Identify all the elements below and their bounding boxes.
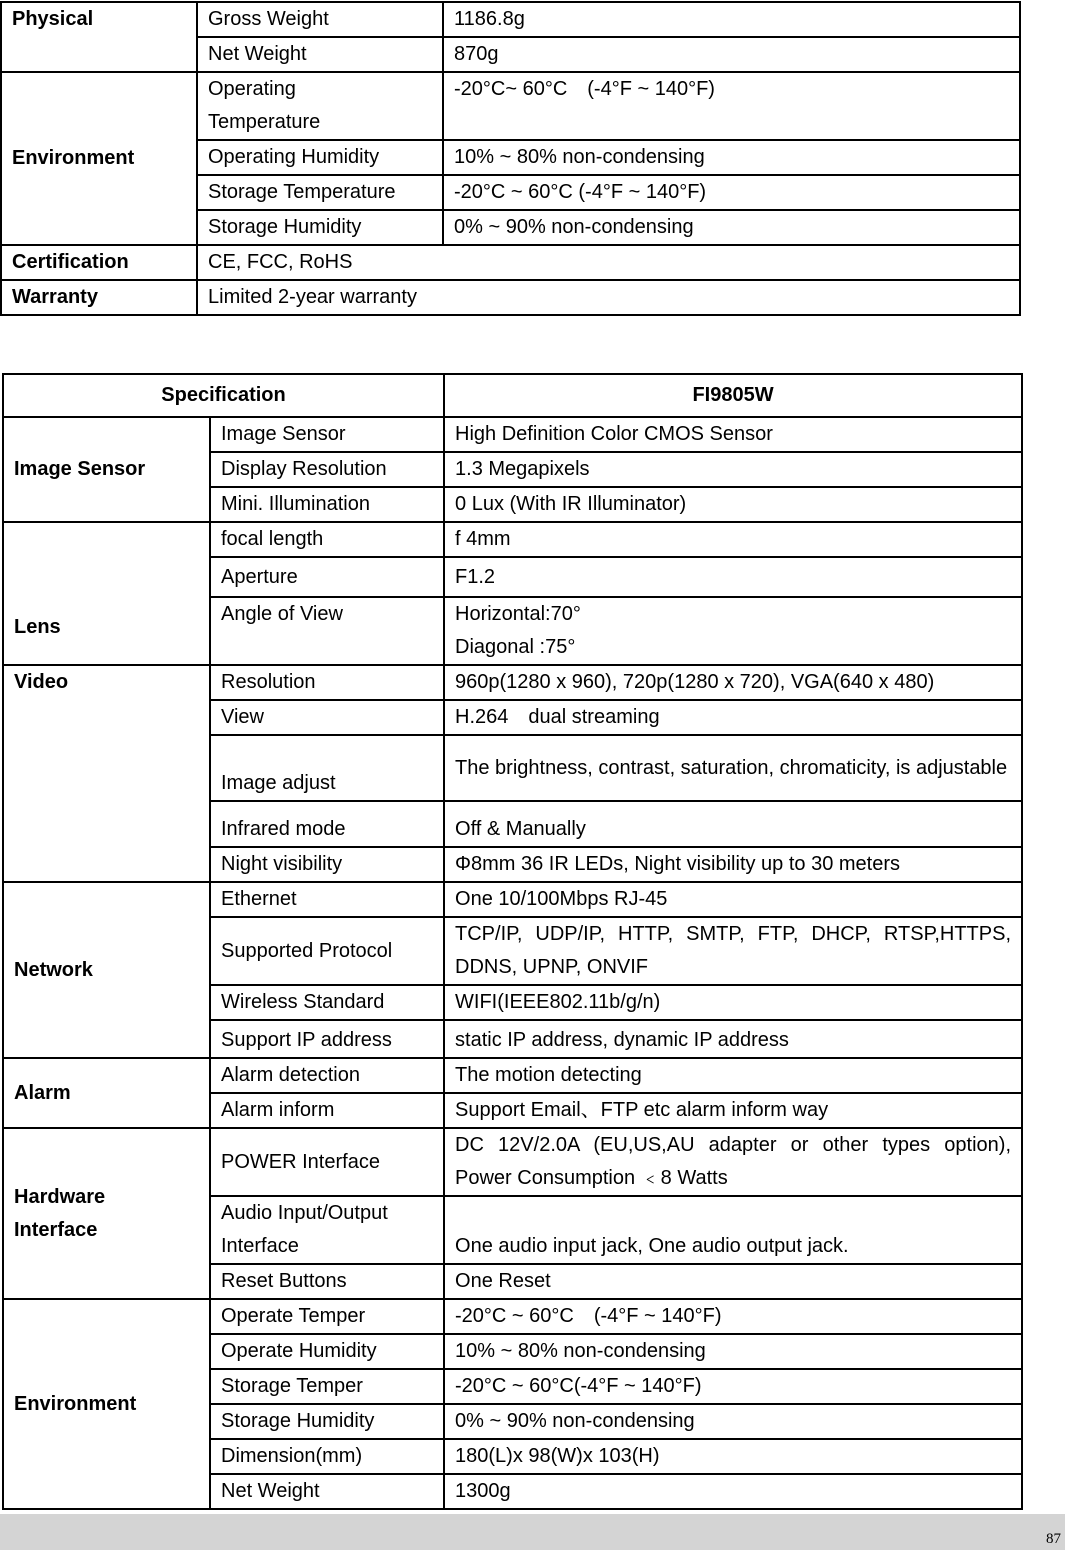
spec-item: Image Sensor [210, 417, 444, 452]
spec-item: Storage Temper [210, 1369, 444, 1404]
spec-item: Image adjust [210, 735, 444, 801]
spec-value: static IP address, dynamic IP address [444, 1020, 1022, 1058]
spec-item: Reset Buttons [210, 1264, 444, 1299]
spec-value: TCP/IP, UDP/IP, HTTP, SMTP, FTP, DHCP, RTSP,HTTPS, DDNS, UPNP, ONVIF [444, 917, 1022, 985]
page-footer [0, 1514, 1065, 1550]
spec-item-line: Audio Input/Output [221, 1202, 388, 1224]
group-label-line: Interface [14, 1218, 98, 1241]
group-video: Video [3, 665, 210, 882]
spec-value: -20°C~ 60°C (-4°F ~ 140°F) [443, 72, 1020, 140]
group-environment: Environment [1, 72, 197, 245]
spec-item [197, 72, 443, 140]
spec-item: Operate Humidity [210, 1334, 444, 1369]
spec-item: Storage Humidity [210, 1404, 444, 1439]
spec-item: Infrared mode [210, 801, 444, 847]
spec-value: Limited 2-year warranty [197, 280, 1020, 315]
spec-value: 180(L)x 98(W)x 103(H) [444, 1439, 1022, 1474]
spec-item: Support IP address [210, 1020, 444, 1058]
spec-item: Wireless Standard [210, 985, 444, 1020]
spec-value: 0% ~ 90% non-condensing [444, 1404, 1022, 1439]
spec-value: 1186.8g [443, 2, 1020, 37]
header-model: FI9805W [444, 374, 1022, 417]
group-network: Network [3, 882, 210, 1058]
group-certification: Certification [1, 245, 197, 280]
spec-value [444, 597, 1022, 665]
spec-value: H.264 dual streaming [444, 700, 1022, 735]
spec-item-line: Temperature [208, 111, 321, 133]
spec-item: Supported Protocol [210, 917, 444, 985]
spec-value: 1300g [444, 1474, 1022, 1509]
group-physical: Physical [1, 2, 197, 72]
spec-value: One 10/100Mbps RJ-45 [444, 882, 1022, 917]
spec-value: -20°C ~ 60°C (-4°F ~ 140°F) [443, 175, 1020, 210]
spec-value: 0 Lux (With IR Illuminator) [444, 487, 1022, 522]
spec-item: View [210, 700, 444, 735]
spec-value: One Reset [444, 1264, 1022, 1299]
spec-item: Gross Weight [197, 2, 443, 37]
spec-item: Net Weight [210, 1474, 444, 1509]
spec-value: Off & Manually [444, 801, 1022, 847]
spec-value: -20°C ~ 60°C(-4°F ~ 140°F) [444, 1369, 1022, 1404]
spec-value: -20°C ~ 60°C (-4°F ~ 140°F) [444, 1299, 1022, 1334]
spec-item: Storage Temperature [197, 175, 443, 210]
spec-item: Resolution [210, 665, 444, 700]
group-warranty: Warranty [1, 280, 197, 315]
spec-item: Angle of View [210, 597, 444, 665]
spec-item: Operate Temper [210, 1299, 444, 1334]
spec-item [210, 1196, 444, 1264]
page-number: 87 [1046, 1531, 1061, 1547]
spec-value-line: Diagonal :75° [455, 636, 576, 658]
spec-item: POWER Interface [210, 1128, 444, 1196]
spec-table-fi9805w [2, 373, 1023, 1510]
spec-item: Dimension(mm) [210, 1439, 444, 1474]
group-hardware-interface [3, 1128, 210, 1299]
spec-value-line: Horizontal:70° [455, 603, 581, 625]
spec-item: Alarm detection [210, 1058, 444, 1093]
spec-item: Display Resolution [210, 452, 444, 487]
spec-item: Storage Humidity [197, 210, 443, 245]
header-specification: Specification [3, 374, 444, 417]
spec-item-line: Operating [208, 78, 296, 100]
group-label-line: Hardware [14, 1185, 106, 1208]
spec-item: Aperture [210, 557, 444, 597]
spec-item: focal length [210, 522, 444, 557]
spec-value: 870g [443, 37, 1020, 72]
spec-value: 960p(1280 x 960), 720p(1280 x 720), VGA(640 x 480) [444, 665, 1022, 700]
group-lens: Lens [3, 522, 210, 665]
spec-value: 10% ~ 80% non-condensing [443, 140, 1020, 175]
spec-value: The brightness, contrast, saturation, chromaticity, is adjustable [444, 735, 1022, 801]
spec-item: Net Weight [197, 37, 443, 72]
spec-item: Operating Humidity [197, 140, 443, 175]
spec-value: 1.3 Megapixels [444, 452, 1022, 487]
spec-item-line: Interface [221, 1235, 299, 1257]
spec-item: Mini. Illumination [210, 487, 444, 522]
group-alarm: Alarm [3, 1058, 210, 1128]
group-image-sensor: Image Sensor [3, 417, 210, 522]
spec-item: Ethernet [210, 882, 444, 917]
spec-value: CE, FCC, RoHS [197, 245, 1020, 280]
spec-value: f 4mm [444, 522, 1022, 557]
spec-value: One audio input jack, One audio output jack. [444, 1196, 1022, 1264]
spec-value: Φ8mm 36 IR LEDs, Night visibility up to 30 meters [444, 847, 1022, 882]
spec-value: The motion detecting [444, 1058, 1022, 1093]
spec-value: 0% ~ 90% non-condensing [443, 210, 1020, 245]
spec-value: DC 12V/2.0A (EU,US,AU adapter or other types option), Power Consumption ﹤8 Watts [444, 1128, 1022, 1196]
spec-value: Support Email、FTP etc alarm inform way [444, 1093, 1022, 1128]
spec-value: F1.2 [444, 557, 1022, 597]
spec-value: WIFI(IEEE802.11b/g/n) [444, 985, 1022, 1020]
spec-table-continued [0, 1, 1021, 316]
group-environment: Environment [3, 1299, 210, 1509]
spec-value: High Definition Color CMOS Sensor [444, 417, 1022, 452]
spec-item: Night visibility [210, 847, 444, 882]
spec-value: 10% ~ 80% non-condensing [444, 1334, 1022, 1369]
spec-item: Alarm inform [210, 1093, 444, 1128]
